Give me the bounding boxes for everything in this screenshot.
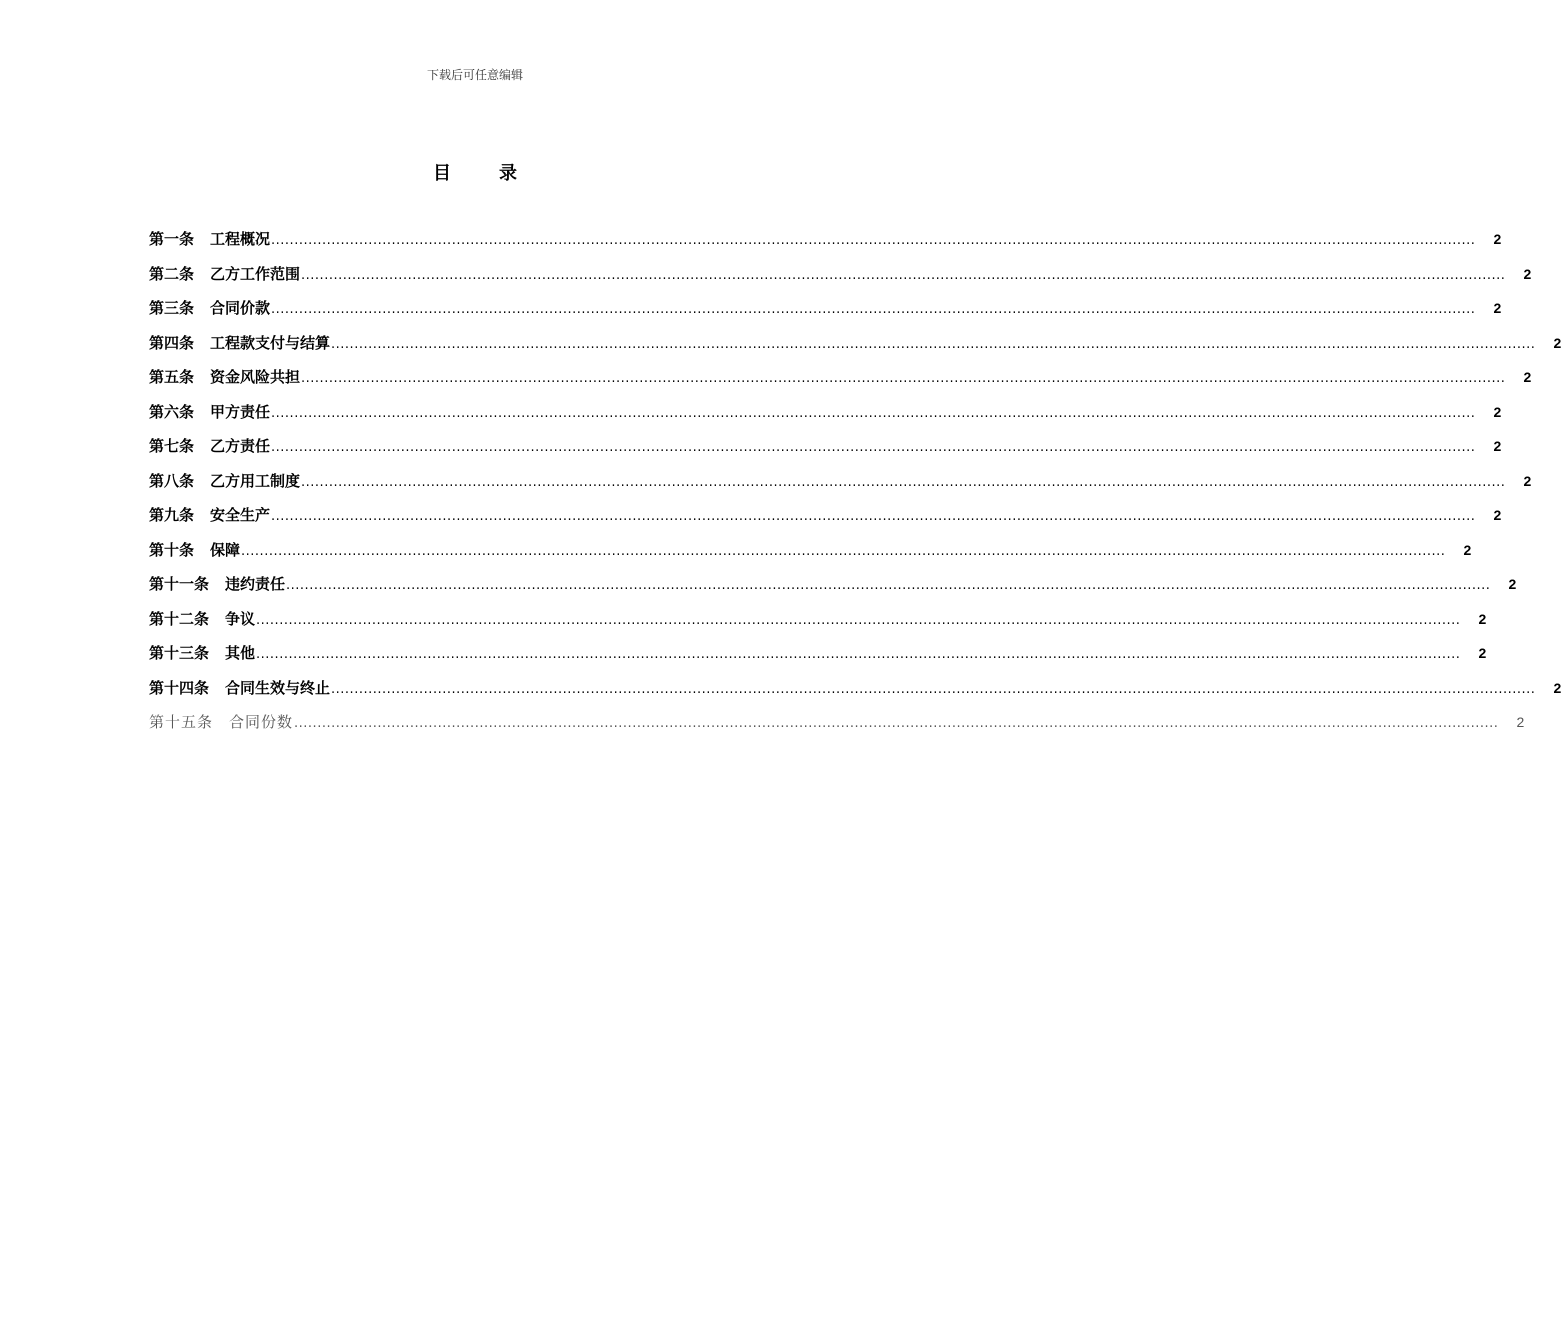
toc-entry-title: 违约责任: [225, 575, 286, 593]
dot-leader: ....................................................................................................................................................................................................................................................................: [271, 233, 1476, 248]
toc-entry-page: 2: [1553, 334, 1561, 351]
toc-entry-page: 2: [1523, 369, 1532, 385]
toc-entry-title: 保障: [210, 540, 241, 559]
toc-entry[interactable]: [149, 366, 1532, 401]
toc-entry-number: 第七条: [149, 437, 195, 455]
dot-leader: ....................................................................................................................................................................................................................................................................: [256, 647, 1461, 662]
toc-entry[interactable]: [149, 263, 1532, 298]
toc-entry[interactable]: [149, 608, 1487, 643]
page-header: 下载后可任意编辑: [426, 68, 523, 82]
toc-entry[interactable]: [149, 228, 1502, 263]
toc-entry-number: 第二条: [149, 264, 195, 283]
toc-entry-title: 甲方责任: [210, 402, 271, 421]
toc-entry-title: 乙方工作范围: [210, 264, 301, 283]
dot-leader: ....................................................................................................................................................................................................................................................................: [256, 612, 1461, 628]
dot-leader: ....................................................................................................................................................................................................................................................................: [286, 578, 1491, 593]
toc-entry[interactable]: [149, 677, 1561, 712]
toc-entry[interactable]: [149, 470, 1532, 505]
toc-entry-page: 2: [1523, 265, 1532, 282]
toc-entry-page: 2: [1516, 714, 1525, 730]
toc-entry[interactable]: [149, 297, 1502, 332]
toc-entry-title: 乙方用工制度: [210, 471, 301, 490]
toc-entry[interactable]: [149, 711, 1525, 746]
toc-entry-title: 资金风险共担: [210, 368, 301, 386]
toc-title: [0, 159, 950, 185]
toc-entry-page: 2: [1493, 438, 1502, 454]
toc-entry-page: 2: [1493, 507, 1502, 523]
dot-leader: ....................................................................................................................................................................................................................................................................: [271, 509, 1476, 524]
toc-entry-title: 合同生效与终止: [225, 678, 331, 697]
dot-leader: ....................................................................................................................................................................................................................................................................: [271, 440, 1476, 455]
dot-leader: ....................................................................................................................................................................................................................................................................: [271, 405, 1476, 421]
toc-entry[interactable]: [149, 401, 1502, 436]
dot-leader: ....................................................................................................................................................................................................................................................................: [301, 371, 1506, 386]
dot-leader: ....................................................................................................................................................................................................................................................................: [294, 716, 1499, 731]
toc-entry-number: 第十五条: [149, 713, 214, 731]
toc-title-right: 录: [499, 163, 517, 184]
toc-entry-title: 合同价款: [210, 299, 271, 317]
dot-leader: ....................................................................................................................................................................................................................................................................: [301, 267, 1506, 283]
toc-entry-page: 2: [1478, 610, 1487, 627]
toc-entry-title: 工程款支付与结算: [210, 333, 331, 352]
toc-entry-number: 第八条: [149, 471, 195, 490]
toc-entry-number: 第十三条: [149, 644, 210, 662]
toc-entry-title: 争议: [225, 609, 256, 628]
toc-entry[interactable]: [149, 539, 1472, 574]
toc-entry-number: 第一条: [149, 230, 195, 248]
toc-entry[interactable]: [149, 435, 1502, 470]
toc-entry-page: 2: [1463, 541, 1472, 558]
toc-entry-title: 安全生产: [210, 506, 271, 524]
toc-entry-page: 2: [1493, 231, 1502, 247]
toc-entry-page: 2: [1508, 576, 1517, 592]
toc-entry[interactable]: [149, 332, 1561, 367]
toc-entry-page: 2: [1478, 645, 1487, 661]
toc-entry-number: 第四条: [149, 333, 195, 352]
toc-entry-title: 乙方责任: [210, 437, 271, 455]
toc-entry-number: 第十一条: [149, 575, 210, 593]
toc-entry-title: 工程概况: [210, 230, 271, 248]
toc-entry-title: 合同份数: [229, 713, 294, 731]
toc-entry-number: 第十条: [149, 540, 195, 559]
toc-entry-number: 第十二条: [149, 609, 210, 628]
toc-entry[interactable]: [149, 504, 1502, 539]
toc-entry-number: 第六条: [149, 402, 195, 421]
toc-entry-page: 2: [1523, 472, 1532, 489]
toc-entry[interactable]: [149, 573, 1517, 608]
toc-entry-title: 其他: [225, 644, 256, 662]
dot-leader: ....................................................................................................................................................................................................................................................................: [331, 336, 1536, 352]
toc-entry-page: 2: [1493, 300, 1502, 316]
dot-leader: ....................................................................................................................................................................................................................................................................: [301, 474, 1506, 490]
toc-title-left: 目: [433, 163, 451, 184]
toc-entry-number: 第五条: [149, 368, 195, 386]
toc-entry-number: 第十四条: [149, 678, 210, 697]
toc-entry-page: 2: [1493, 403, 1502, 420]
dot-leader: ....................................................................................................................................................................................................................................................................: [331, 681, 1536, 697]
toc-entry-number: 第九条: [149, 506, 195, 524]
toc-entry-number: 第三条: [149, 299, 195, 317]
toc-entry[interactable]: [149, 642, 1487, 677]
toc-list: [149, 228, 1561, 746]
toc-entry-page: 2: [1553, 679, 1561, 696]
dot-leader: ....................................................................................................................................................................................................................................................................: [271, 302, 1476, 317]
dot-leader: ....................................................................................................................................................................................................................................................................: [241, 543, 1446, 559]
